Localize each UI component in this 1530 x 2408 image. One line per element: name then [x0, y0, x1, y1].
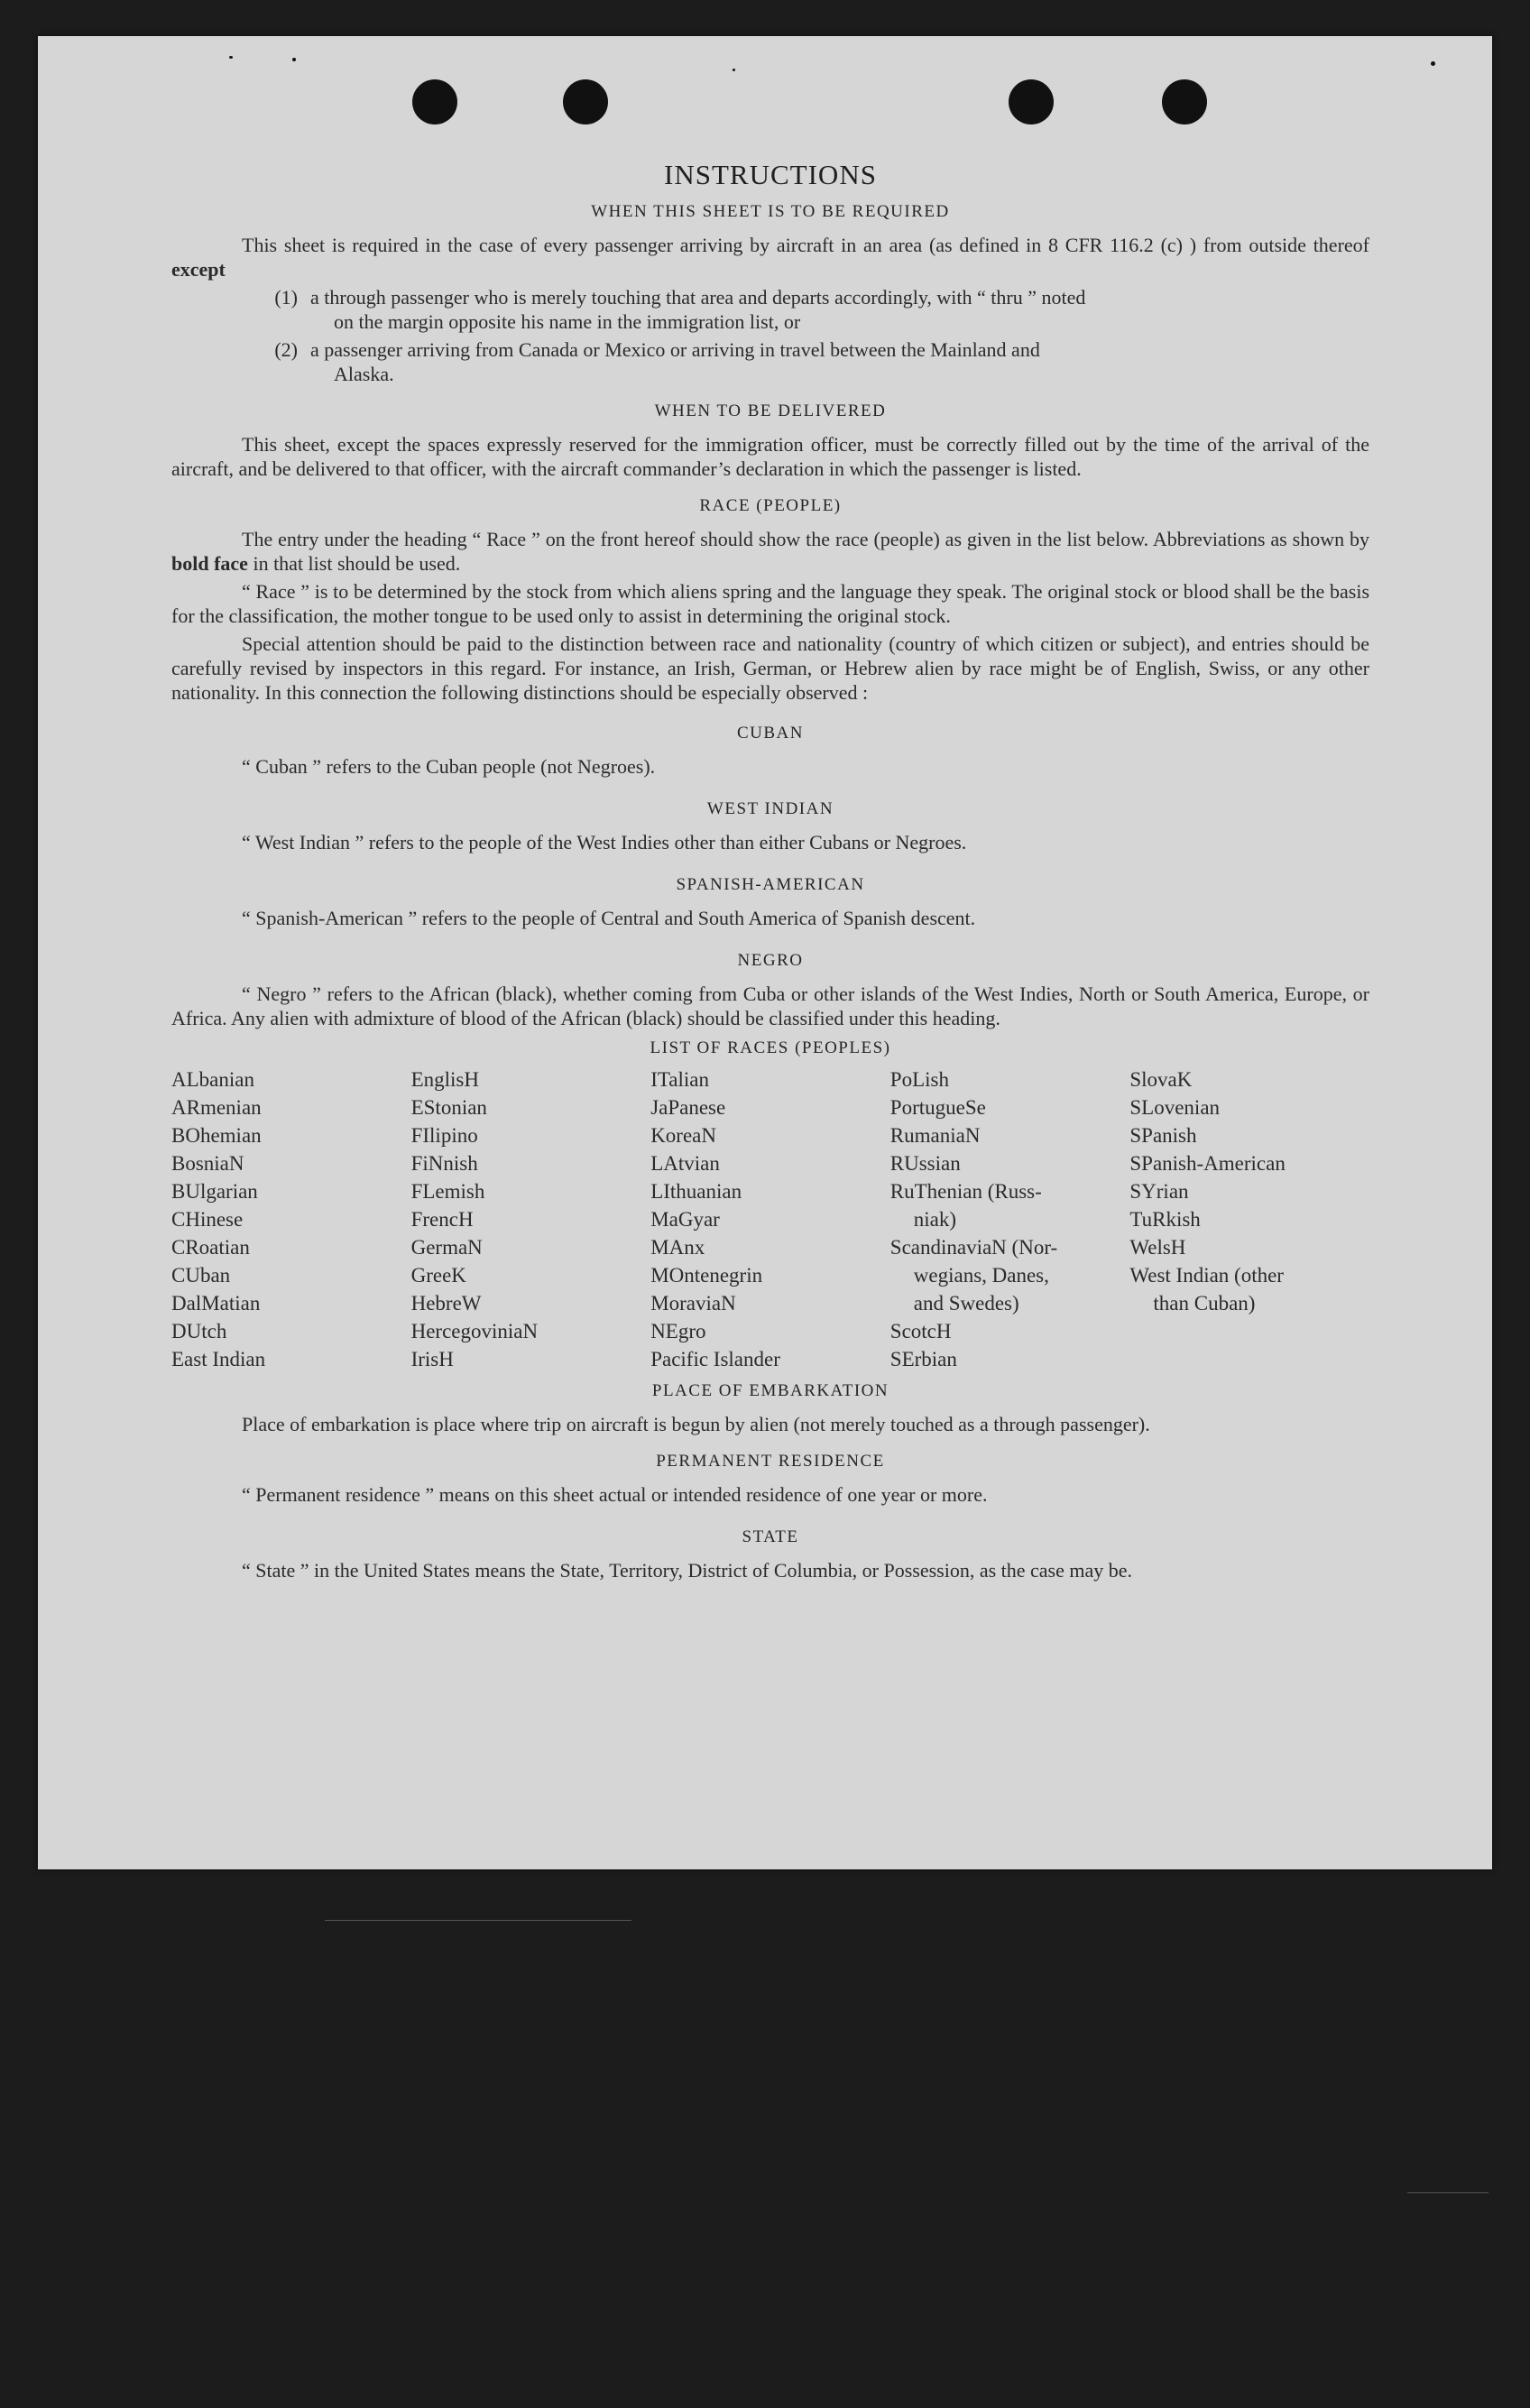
race-column-5: [1129, 1066, 1369, 1373]
race-entry: NEgro: [650, 1320, 706, 1342]
race-entry: FIlipino: [410, 1124, 478, 1147]
heading-west-indian: WEST INDIAN: [706, 799, 834, 818]
race-entry: ScotcH: [889, 1320, 952, 1342]
race-p1-a: The entry under the heading “ Race ” on the front hereof should show the race (people) as given in the list below. Abbreviations as shown by: [242, 528, 1369, 550]
item-line: Alaska.: [334, 363, 394, 385]
instruction-sheet: [38, 36, 1492, 1869]
race-paragraph-1: [171, 527, 1369, 576]
dust-speck: [229, 56, 233, 59]
race-entry: JaPanese: [650, 1096, 726, 1119]
cuban-text: “ Cuban ” refers to the Cuban people (not Negroes).: [242, 755, 656, 778]
document-body: [171, 159, 1369, 1586]
race-entry: TuRkish: [1129, 1208, 1201, 1231]
race-entry: BOhemian: [171, 1124, 262, 1147]
race-entry: KoreaN: [650, 1124, 716, 1147]
required-intro: [171, 233, 1369, 281]
film-scratch: [1407, 2192, 1489, 2193]
heading-negro: NEGRO: [737, 951, 804, 970]
race-entry: CHinese: [171, 1208, 244, 1231]
race-entry: BosniaN: [171, 1152, 244, 1175]
item-text: [310, 285, 1369, 334]
race-paragraph-2: “ Race ” is to be determined by the stock from which aliens spring and the language they speak. The original stock or blood shall be the basis for the classification, the mother tongue to be used only to assist in determining the original stock.: [171, 580, 1369, 627]
item-number: (2): [274, 338, 298, 361]
race-entry: PortugueSe: [889, 1096, 986, 1119]
heading-race: RACE (PEOPLE): [699, 496, 842, 515]
race-entry: MOntenegrin: [650, 1264, 763, 1287]
item-line: on the margin opposite his name in the immigration list, or: [334, 310, 801, 333]
race-entry: PoLish: [889, 1068, 949, 1091]
page-title: INSTRUCTIONS: [664, 159, 877, 190]
required-intro-except: except: [171, 258, 226, 281]
race-entry: ITalian: [650, 1068, 709, 1091]
race-p1-b: in that list should be used.: [253, 552, 461, 575]
race-column-4: [890, 1066, 1130, 1373]
delivered-text: This sheet, except the spaces expressly reserved for the immigration officer, must be correctly filled out by the time of the arrival of the aircraft, and be delivered to that officer, with the aircraft commander’s declaration in which the passenger is listed.: [171, 433, 1369, 480]
race-entry: FiNnish: [410, 1152, 478, 1175]
race-entry: niak): [913, 1208, 957, 1231]
race-entry: than Cuban): [1153, 1292, 1256, 1315]
race-entry: ScandinaviaN (Nor-: [889, 1236, 1058, 1259]
negro-text: “ Negro ” refers to the African (black), whether coming from Cuba or other islands of the West Indies, North or South America, Europe, or Africa. Any alien with admixture of blood of the African (black) should be classified under this heading.: [171, 983, 1369, 1029]
race-entry: RuThenian (Russ-: [889, 1180, 1042, 1203]
race-entry: SLovenian: [1129, 1096, 1221, 1119]
race-entry: Pacific Islander: [650, 1348, 780, 1370]
race-entry: BUlgarian: [171, 1180, 258, 1203]
race-entry: MaGyar: [650, 1208, 720, 1231]
race-entry: West Indian (other: [1129, 1264, 1284, 1287]
punch-hole: [1162, 79, 1207, 125]
race-entry: HebreW: [410, 1292, 482, 1315]
race-column-3: [650, 1066, 890, 1373]
race-entry: FLemish: [410, 1180, 485, 1203]
race-entry: ALbanian: [171, 1068, 254, 1091]
dust-speck: [1431, 61, 1435, 66]
item-number: (1): [274, 286, 298, 309]
state-text: “ State ” in the United States means the State, Territory, District of Columbia, or Possession, as the case may be.: [242, 1559, 1133, 1582]
heading-state: STATE: [742, 1527, 799, 1546]
race-entry: SPanish-American: [1129, 1152, 1286, 1175]
west-indian-text: “ West Indian ” refers to the people of the West Indies other than either Cubans or Negroes.: [242, 831, 967, 853]
item-line: a passenger arriving from Canada or Mexico or arriving in travel between the Mainland and: [310, 338, 1040, 361]
dust-speck: [292, 58, 296, 61]
race-entry: EStonian: [410, 1096, 487, 1119]
race-entry: HercegoviniaN: [410, 1320, 539, 1342]
race-entry: WelsH: [1129, 1236, 1186, 1259]
race-entry: SPanish: [1129, 1124, 1197, 1147]
race-paragraph-3: Special attention should be paid to the distinction between race and nationality (country of which citizen or subject), and entries should be carefully revised by inspectors in this regard. For instance, an Irish, German, or Hebrew alien by race might be of English, Swiss, or any other nationality. In this connection the following distinctions should be especially observed :: [171, 632, 1369, 704]
heading-delivered: WHEN TO BE DELIVERED: [654, 401, 887, 420]
heading-cuban: CUBAN: [736, 724, 804, 743]
race-entry: LAtvian: [650, 1152, 720, 1175]
race-entry: GermaN: [410, 1236, 483, 1259]
race-entry: and Swedes): [913, 1292, 1019, 1315]
race-entry: ARmenian: [171, 1096, 262, 1119]
race-p1-bold: bold face: [171, 552, 248, 575]
race-entry: SErbian: [889, 1348, 957, 1370]
heading-embarkation: PLACE OF EMBARKATION: [651, 1381, 889, 1400]
race-entry: wegians, Danes,: [913, 1264, 1049, 1287]
residence-text: “ Permanent residence ” means on this sheet actual or intended residence of one year or more.: [242, 1483, 988, 1506]
spanish-american-text: “ Spanish-American ” refers to the people of Central and South America of Spanish descent.: [242, 907, 976, 929]
heading-permanent-residence: PERMANENT RESIDENCE: [656, 1452, 885, 1471]
race-entry: East Indian: [171, 1348, 266, 1370]
race-entry: MoraviaN: [650, 1292, 736, 1315]
required-intro-text: This sheet is required in the case of every passenger arriving by aircraft in an area (as defined in 8 CFR 116.2 (c) ) from outside thereof: [242, 234, 1369, 256]
race-column-2: [411, 1066, 651, 1373]
race-entry: DalMatian: [171, 1292, 261, 1315]
heading-spanish-american: SPANISH-AMERICAN: [676, 875, 865, 894]
race-entry: LIthuanian: [650, 1180, 742, 1203]
race-entry: CRoatian: [171, 1236, 250, 1259]
race-entry: DUtch: [171, 1320, 227, 1342]
list-item: [171, 337, 1369, 386]
race-entry: MAnx: [650, 1236, 705, 1259]
race-column-1: [171, 1066, 411, 1373]
punch-hole: [412, 79, 457, 125]
punch-hole: [563, 79, 608, 125]
race-entry: SYrian: [1129, 1180, 1189, 1203]
race-entry: IrisH: [410, 1348, 454, 1370]
race-entry: GreeK: [410, 1264, 466, 1287]
race-entry: CUban: [171, 1264, 231, 1287]
race-entry: RUssian: [889, 1152, 961, 1175]
race-list-table: [171, 1066, 1369, 1373]
embarkation-text: Place of embarkation is place where trip on aircraft is begun by alien (not merely touched as a through passenger).: [242, 1413, 1150, 1435]
race-entry: SlovaK: [1129, 1068, 1193, 1091]
race-entry: RumaniaN: [889, 1124, 981, 1147]
heading-required: WHEN THIS SHEET IS TO BE REQUIRED: [591, 202, 950, 221]
dust-speck: [733, 69, 735, 71]
item-text: [310, 337, 1369, 386]
race-entry: FrencH: [410, 1208, 474, 1231]
item-line: a through passenger who is merely touching that area and departs accordingly, with “ thru ” noted: [310, 286, 1086, 309]
race-entry: EnglisH: [410, 1068, 479, 1091]
list-item: [171, 285, 1369, 334]
heading-list-of-races: LIST OF RACES (PEOPLES): [650, 1038, 891, 1057]
punch-hole: [1009, 79, 1054, 125]
film-scratch: [325, 1920, 631, 1921]
